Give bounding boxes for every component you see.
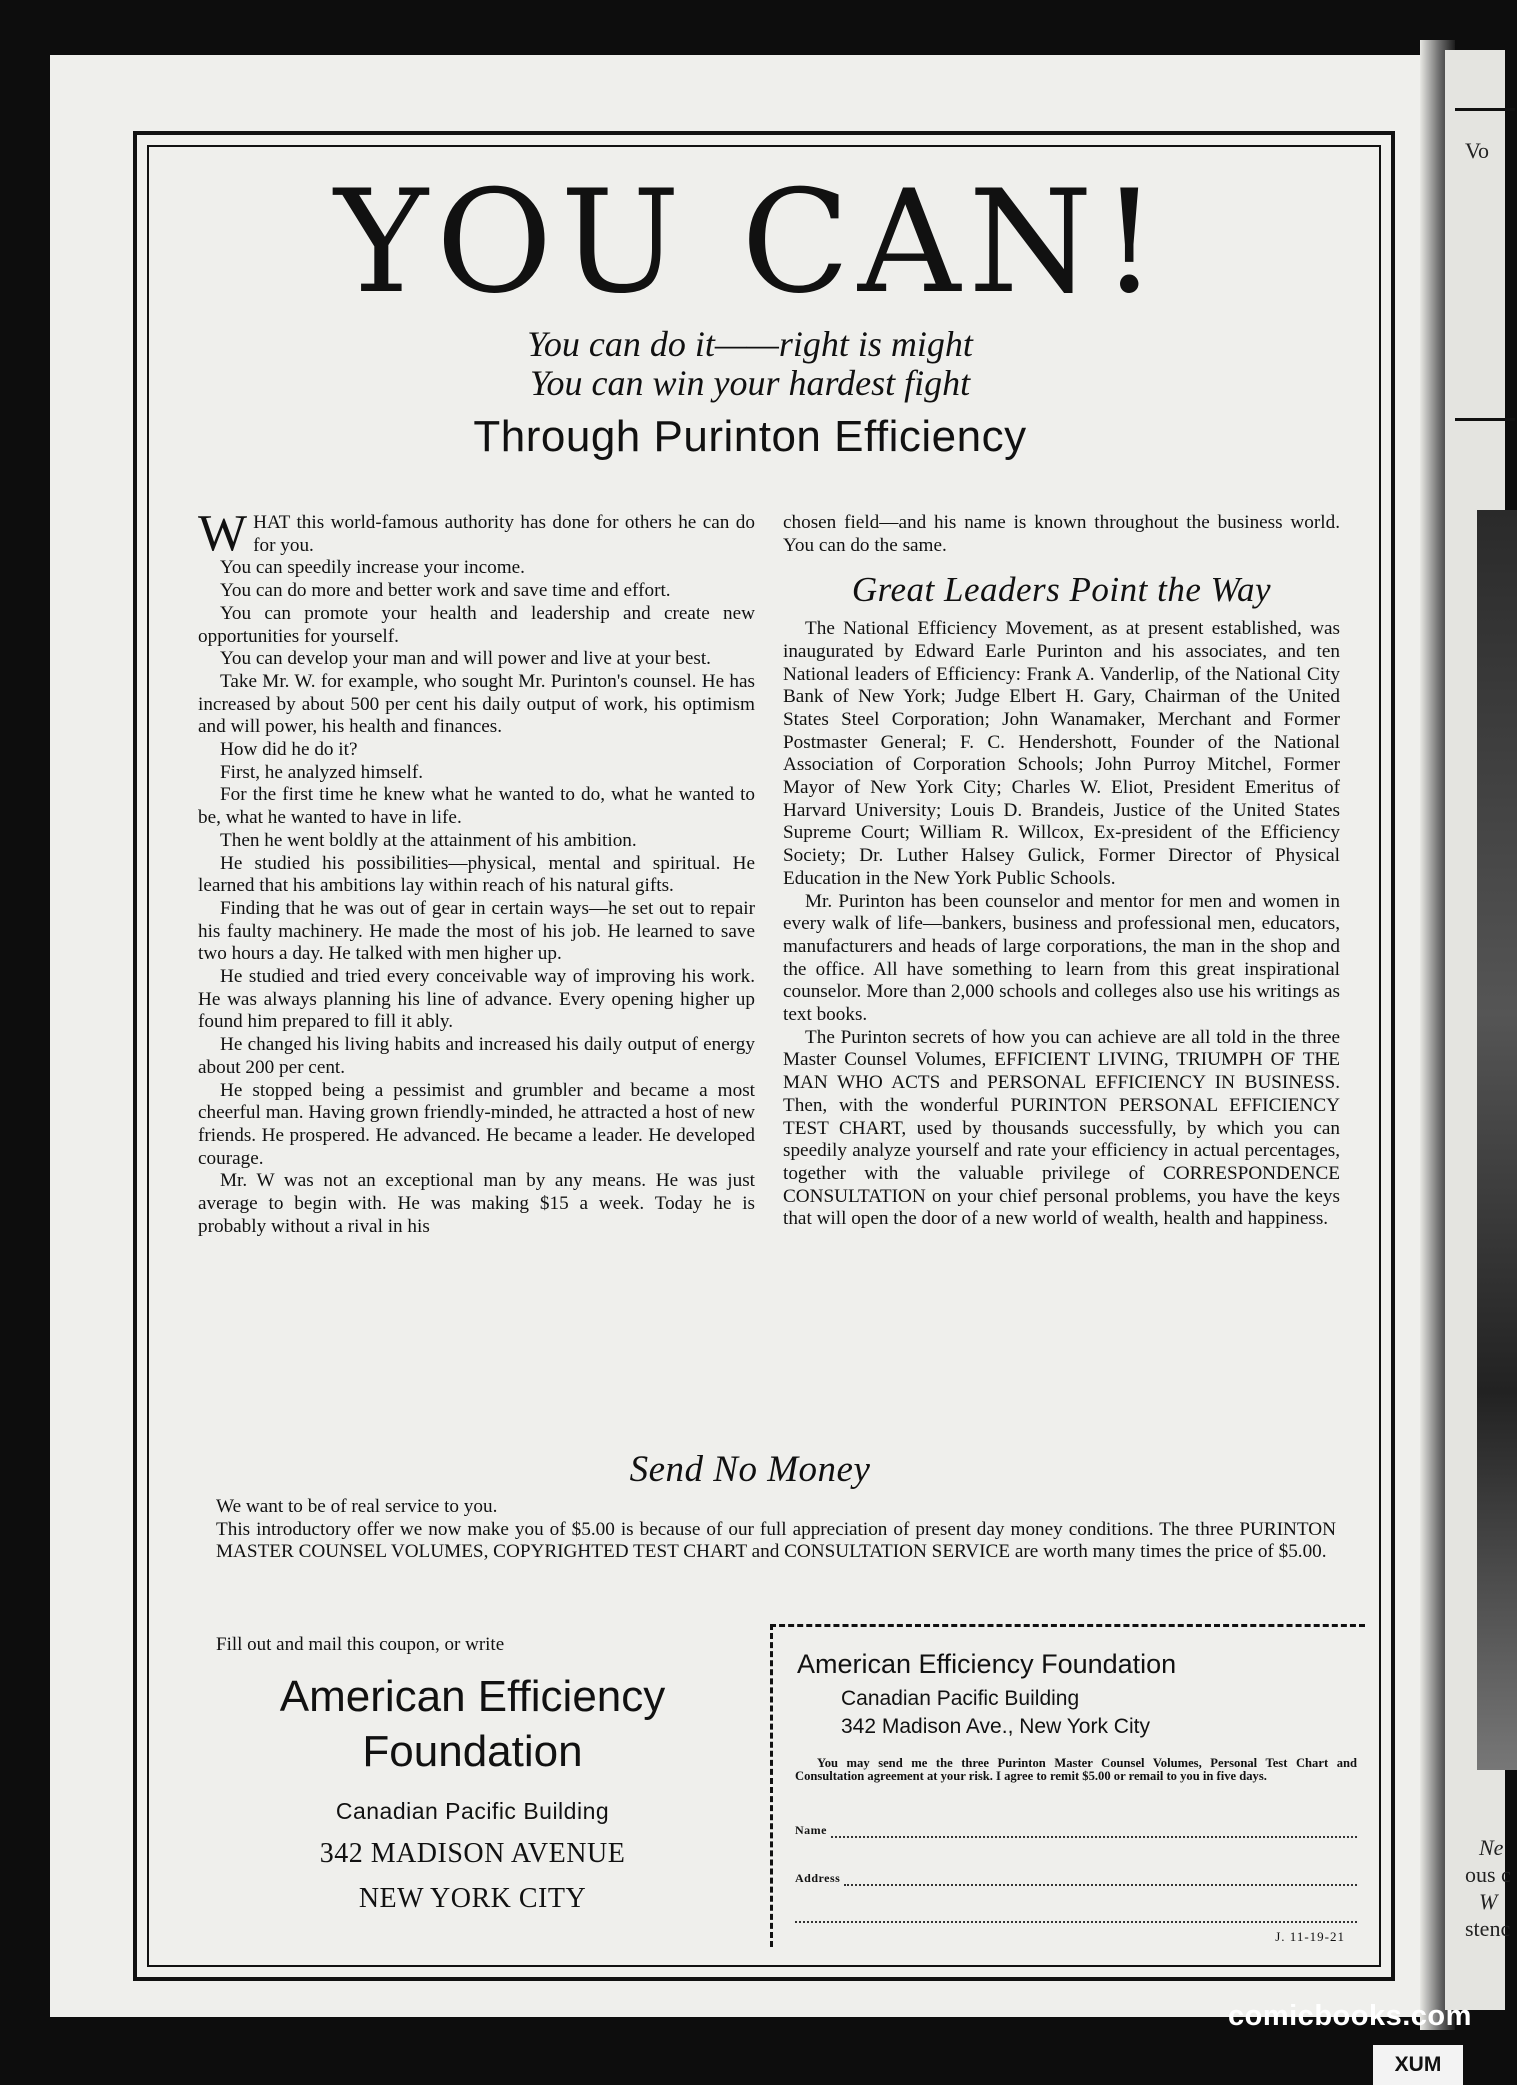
organization-name-line-1: American Efficiency xyxy=(279,1672,666,1721)
body-paragraph: Mr. W was not an exceptional man by any means. He was just average to begin with. He was making $15 a week. Today he is probably without a rival in his xyxy=(198,1170,755,1237)
send-no-money-text xyxy=(216,1496,1336,1564)
extra-dotted-line xyxy=(795,1911,1357,1923)
drop-cap: W xyxy=(198,505,248,562)
fill-out-instruction: Fill out and mail this coupon, or write xyxy=(216,1634,505,1655)
body-paragraph: How did he do it? xyxy=(220,739,358,761)
adjacent-page-rule xyxy=(1455,108,1515,111)
intro-paragraph: WHAT this world-famous authority has done for others he can do for you. xyxy=(198,505,755,562)
subheadline-line-2: You can win your hardest fight xyxy=(529,363,971,403)
address-dotted-line xyxy=(844,1874,1357,1886)
body-paragraph: He changed his living habits and increased his daily output of energy about 200 per cent. xyxy=(198,1034,755,1078)
send-no-money-heading: Send No Money xyxy=(629,1449,871,1490)
coupon-agreement-text: You may send me the three Purinton Master Counsel Volumes, Personal Test Chart and Consultation agreement at your risk. I agree to remit $5.00 or remail to you in five days. xyxy=(795,1756,1357,1783)
body-paragraph: Take Mr. W. for example, who sought Mr. Purinton's counsel. He has increased by about 500 per cent his daily output of work, his optimism and will power, his health and finances. xyxy=(198,670,755,738)
adjacent-page-fragment: W xyxy=(1479,1889,1498,1914)
right-column xyxy=(783,512,1340,1231)
organization-name-line-2: Foundation xyxy=(362,1727,583,1776)
body-paragraph: Mr. Purinton has been counselor and mentor for men and women in every walk of life—bankers, business and professional men, educators, manufacturers and heads of large corporations, the man in the shop and the office. All have something to learn from this great inspirational counselor. More than 2,000 schools and colleges also use his writings as text books. xyxy=(783,890,1340,1026)
name-dotted-line xyxy=(831,1826,1357,1838)
adjacent-page-photo xyxy=(1477,510,1517,1770)
organization-street: 342 MADISON AVENUE xyxy=(319,1838,626,1869)
watermark: comicbooks.com xyxy=(1228,2000,1472,2032)
coupon-name-field xyxy=(795,1823,1357,1838)
section-heading: Great Leaders Point the Way xyxy=(851,570,1272,610)
body-paragraph: We want to be of real service to you. xyxy=(216,1496,498,1517)
headline: YOU CAN! xyxy=(334,160,1166,325)
body-paragraph: You can promote your health and leadership and create new opportunities for yourself. xyxy=(198,602,755,647)
coupon-organization: American Efficiency Foundation xyxy=(797,1649,1177,1679)
coupon-building: Canadian Pacific Building xyxy=(841,1687,1080,1710)
coupon-name-label: Name xyxy=(795,1823,827,1837)
continued-paragraph: chosen field—and his name is known throughout the business world. You can do the same. xyxy=(783,512,1340,556)
subheadline-line-3: Through Purinton Efficiency xyxy=(473,412,1027,461)
coupon-address-label: Address xyxy=(795,1871,841,1885)
corner-tag: XUM xyxy=(1373,2045,1463,2085)
adjacent-page-fragment: stenc xyxy=(1465,1916,1511,1941)
body-paragraph: Then he went boldly at the attainment of his ambition. xyxy=(220,829,637,851)
coupon-code: J. 11-19-21 xyxy=(1275,1929,1345,1944)
body-paragraph: He stopped being a pessimist and grumbler and became a most cheerful man. Having grown friendly-minded, he attracted a host of new friends. He prospered. He advanced. He became a leader. He developed courage. xyxy=(198,1079,755,1169)
organization-building: Canadian Pacific Building xyxy=(335,1798,610,1824)
subheadline-line-1: You can do it——right is might xyxy=(527,324,973,364)
body-paragraph: The National Efficiency Movement, as at present established, was inaugurated by Edward Earle Purinton and his associates, and ten National leaders of Efficiency: Frank A. Vanderlip, of the National City Bank of New York; Judge Elbert H. Gary, Chairman of the United States Steel Corporation; John Wanamaker, Merchant and Former Postmaster General; F. C. Hendershott, Founder of the National Association of Corporation Schools; John Purroy Mitchel, Former Mayor of New York City; Charles W. Eliot, President Emeritus of Harvard University; Louis D. Brandeis, Justice of the United States Supreme Court; William R. Willcox, Ex-president of the Efficiency Society; Dr. Luther Halsey Gulick, Former Director of Physical Education in the New York Public Schools. xyxy=(783,618,1340,889)
body-paragraph: This introductory offer we now make you of $5.00 is because of our full appreciation of present day money conditions. The three PURINTON MASTER COUNSEL VOLUMES, COPYRIGHTED TEST CHART and CONSULTATION SERVICE are worth many times the price of $5.00. xyxy=(216,1518,1336,1562)
organization-city: NEW YORK CITY xyxy=(358,1883,587,1914)
body-paragraph: He studied his possibilities—physical, mental and spiritual. He learned that his ambitions lay within reach of his natural gifts. xyxy=(198,852,755,897)
coupon-extra-line xyxy=(795,1911,1357,1923)
body-paragraph: For the first time he knew what he wanted to do, what he wanted to be, what he wanted to have in life. xyxy=(198,784,755,829)
body-paragraph: You can develop your man and will power and live at your best. xyxy=(220,648,711,670)
mail-coupon xyxy=(770,1624,1365,1947)
body-paragraph: You can speedily increase your income. xyxy=(220,557,525,579)
body-paragraph: You can do more and better work and save time and effort. xyxy=(220,580,671,602)
coupon-address-field xyxy=(795,1871,1357,1886)
adjacent-page-fragment: ous c xyxy=(1465,1862,1511,1887)
left-column xyxy=(198,505,755,1239)
body-paragraph: First, he analyzed himself. xyxy=(220,761,424,783)
body-paragraph: Finding that he was out of gear in certain ways—he set out to repair his faulty machinery. He made the most of his job. He learned to save two hours a day. He talked with men higher up. xyxy=(198,897,755,965)
adjacent-page-fragment: Ne xyxy=(1479,1835,1504,1860)
body-paragraph: The Purinton secrets of how you can achieve are all told in the three Master Counsel Volumes, EFFICIENT LIVING, TRIUMPH OF THE MAN WHO ACTS and PERSONAL EFFICIENCY IN BUSINESS. Then, with the wonderful PURINTON PERSONAL EFFICIENCY TEST CHART, used by thousands successfully, by which you can speedily analyze yourself and rate your efficiency in actual percentages, together with the valuable privilege of CORRESPONDENCE CONSULTATION on your chief personal problems, you have the keys that will open the door of a new world of wealth, health and happiness. xyxy=(783,1026,1340,1230)
coupon-address: 342 Madison Ave., New York City xyxy=(841,1715,1150,1738)
adjacent-page-fragment: Vo xyxy=(1465,138,1490,163)
body-paragraph: He studied and tried every conceivable way of improving his work. He was always planning his line of advance. Every opening higher up found him prepared to fill it ably. xyxy=(198,966,755,1033)
